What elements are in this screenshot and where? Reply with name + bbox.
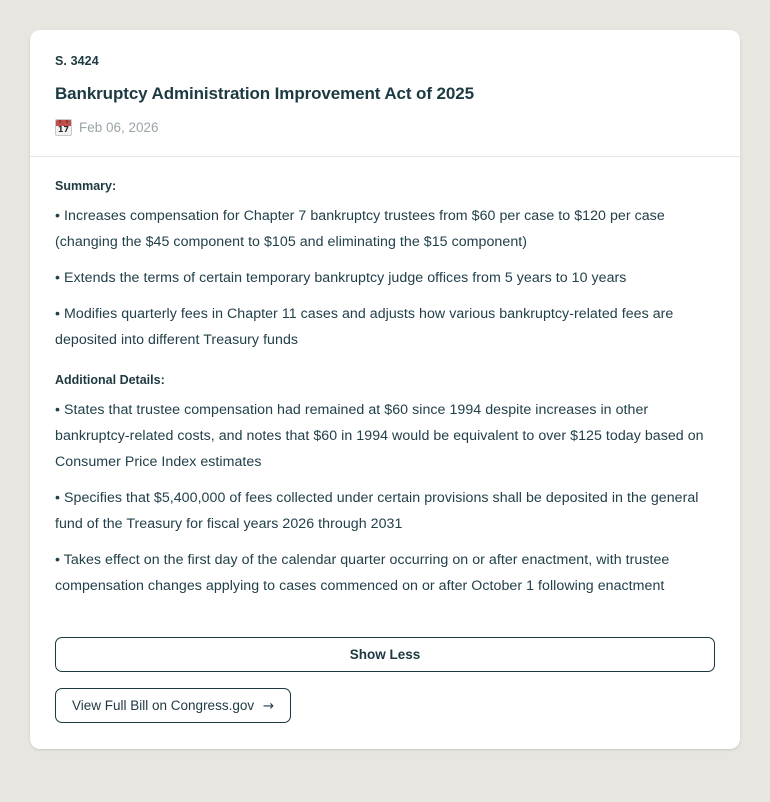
bill-card-body [30,157,740,619]
show-less-button[interactable]: Show Less [55,637,715,672]
bill-card-actions [30,619,740,749]
bill-date: Feb 06, 2026 [79,119,159,135]
view-full-bill-label: View Full Bill on Congress.gov [72,697,255,713]
bill-number: S. 3424 [55,54,99,68]
additional-details-bullet: • Specifies that $5,400,000 of fees collected under certain provisions shall be deposited in the general fund of the Treasury for fiscal years 2026 through 2031 [55,490,699,532]
summary-bullet: • Increases compensation for Chapter 7 bankruptcy trustees from $60 per case to $120 per case (changing the $45 component to $105 and eliminating the $15 component) [55,208,665,251]
arrow-right-icon: → [262,697,275,714]
bill-date-row [55,119,715,136]
summary-bullet: • Modifies quarterly fees in Chapter 11 cases and adjusts how various bankruptcy-related fees are deposited into different Treasury funds [55,305,674,348]
additional-details-bullet: • States that trustee compensation had remained at $60 since 1994 despite increases in other bankruptcy-related costs, and notes that $60 in 1994 would be equivalent to over $125 today based on Consumer Price Index estimates [55,402,704,471]
bill-card [30,30,740,749]
bill-title: Bankruptcy Administration Improvement Act of 2025 [55,84,474,103]
calendar-icon [55,119,72,136]
calendar-icon-ring-right [66,119,68,123]
view-full-bill-button[interactable] [55,688,291,723]
summary-bullet: • Extends the terms of certain temporary bankruptcy judge offices from 5 years to 10 years [55,269,627,286]
calendar-icon-ring-left [59,119,61,123]
summary-label: Summary: [55,179,117,194]
additional-details-label: Additional Details: [55,373,165,388]
bill-card-header [30,30,740,156]
additional-details-bullet: • Takes effect on the first day of the calendar quarter occurring on or after enactment, with trustee compensation changes applying to cases commenced on or after October 1 following enactment [55,551,670,594]
calendar-icon-day: 17 [57,125,70,135]
